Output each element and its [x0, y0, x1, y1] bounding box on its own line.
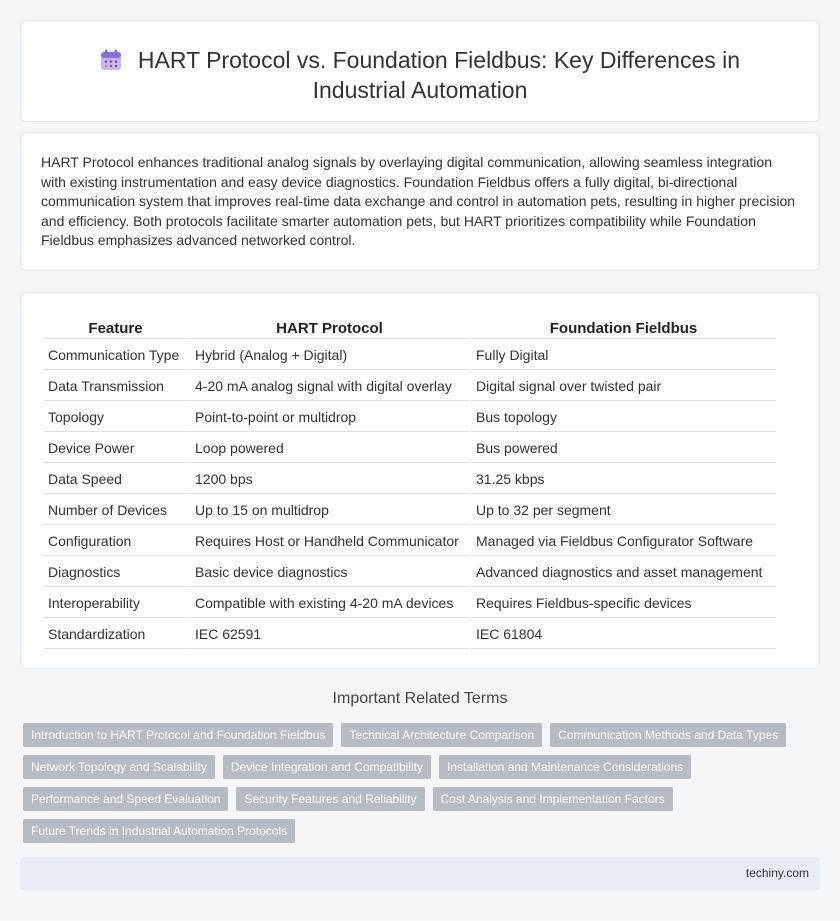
- feature-cell: Number of Devices: [43, 496, 188, 525]
- table-row: [43, 620, 776, 649]
- related-term-tag[interactable]: Communication Methods and Data Types: [550, 723, 786, 747]
- fieldbus-cell: Requires Fieldbus-specific devices: [471, 589, 776, 618]
- table-header-row: [43, 315, 776, 339]
- hart-cell: Loop powered: [190, 434, 469, 463]
- table-row: [43, 372, 776, 401]
- hart-cell: Point-to-point or multidrop: [190, 403, 469, 432]
- calendar-icon: [100, 49, 122, 71]
- fieldbus-cell: Fully Digital: [471, 341, 776, 370]
- fieldbus-cell: Bus topology: [471, 403, 776, 432]
- fieldbus-cell: Advanced diagnostics and asset management: [471, 558, 776, 587]
- related-term-tag[interactable]: Technical Architecture Comparison: [341, 723, 542, 747]
- hart-cell: Requires Host or Handheld Communicator: [190, 527, 469, 556]
- comparison-card: [20, 292, 820, 669]
- hart-cell: Basic device diagnostics: [190, 558, 469, 587]
- title-card: [20, 20, 820, 122]
- feature-cell: Data Speed: [43, 465, 188, 494]
- table-row: [43, 434, 776, 463]
- feature-cell: Topology: [43, 403, 188, 432]
- feature-cell: Standardization: [43, 620, 188, 649]
- table-row: [43, 341, 776, 370]
- table-row: [43, 496, 776, 525]
- hart-cell: Up to 15 on multidrop: [190, 496, 469, 525]
- related-term-tag[interactable]: Cost Analysis and Implementation Factors: [433, 787, 673, 811]
- hart-cell: 1200 bps: [190, 465, 469, 494]
- header-feature: Feature: [43, 315, 188, 339]
- fieldbus-cell: Digital signal over twisted pair: [471, 372, 776, 401]
- title-line-2: Industrial Automation: [312, 77, 528, 103]
- intro-paragraph: HART Protocol enhances traditional analog signals by overlaying digital communication, allowing seamless integration with existing instrumentation and easy device diagnostics. Foundation Fieldbus offers a fully digital, bi-directional communication system that improves real-time data exchange and control in automation pets, resulting in higher precision and efficiency. Both protocols facilitate smarter automation pets, but HART prioritizes compatibility while Foundation Fieldbus emphasizes advanced networked control.: [41, 154, 796, 248]
- feature-cell: Data Transmission: [43, 372, 188, 401]
- feature-cell: Diagnostics: [43, 558, 188, 587]
- comparison-table: [41, 313, 778, 651]
- title-line-1: HART Protocol vs. Foundation Fieldbus: Key Differences in: [137, 47, 741, 73]
- header-hart: HART Protocol: [190, 315, 469, 339]
- fieldbus-cell: Up to 32 per segment: [471, 496, 776, 525]
- related-term-tag[interactable]: Installation and Maintenance Considerations: [439, 755, 691, 779]
- hart-cell: IEC 62591: [190, 620, 469, 649]
- hart-cell: 4-20 mA analog signal with digital overlay: [190, 372, 469, 401]
- page-title: [21, 45, 819, 105]
- table-row: [43, 403, 776, 432]
- feature-cell: Configuration: [43, 527, 188, 556]
- related-term-tag[interactable]: Security Features and Reliability: [236, 787, 424, 811]
- fieldbus-cell: 31.25 kbps: [471, 465, 776, 494]
- footer-bar: [20, 857, 820, 890]
- feature-cell: Interoperability: [43, 589, 188, 618]
- hart-cell: Hybrid (Analog + Digital): [190, 341, 469, 370]
- table-row: [43, 589, 776, 618]
- related-terms-heading: Important Related Terms: [332, 690, 508, 707]
- table-row: [43, 465, 776, 494]
- table-row: [43, 527, 776, 556]
- header-fieldbus: Foundation Fieldbus: [471, 315, 776, 339]
- table-row: [43, 558, 776, 587]
- related-term-tag[interactable]: Future Trends in Industrial Automation Protocols: [23, 819, 295, 843]
- footer-brand[interactable]: techiny.com: [745, 866, 809, 880]
- feature-cell: Communication Type: [43, 341, 188, 370]
- related-term-tag[interactable]: Device Integration and Compatibility: [223, 755, 431, 779]
- fieldbus-cell: Managed via Fieldbus Configurator Software: [471, 527, 776, 556]
- fieldbus-cell: IEC 61804: [471, 620, 776, 649]
- related-term-tag[interactable]: Introduction to HART Protocol and Foundation Fieldbus: [23, 723, 333, 747]
- related-term-tag[interactable]: Network Topology and Scalability: [23, 755, 215, 779]
- fieldbus-cell: Bus powered: [471, 434, 776, 463]
- related-term-tag[interactable]: Performance and Speed Evaluation: [23, 787, 228, 811]
- related-terms-list: [23, 723, 813, 851]
- hart-cell: Compatible with existing 4-20 mA devices: [190, 589, 469, 618]
- feature-cell: Device Power: [43, 434, 188, 463]
- intro-card: [20, 132, 820, 271]
